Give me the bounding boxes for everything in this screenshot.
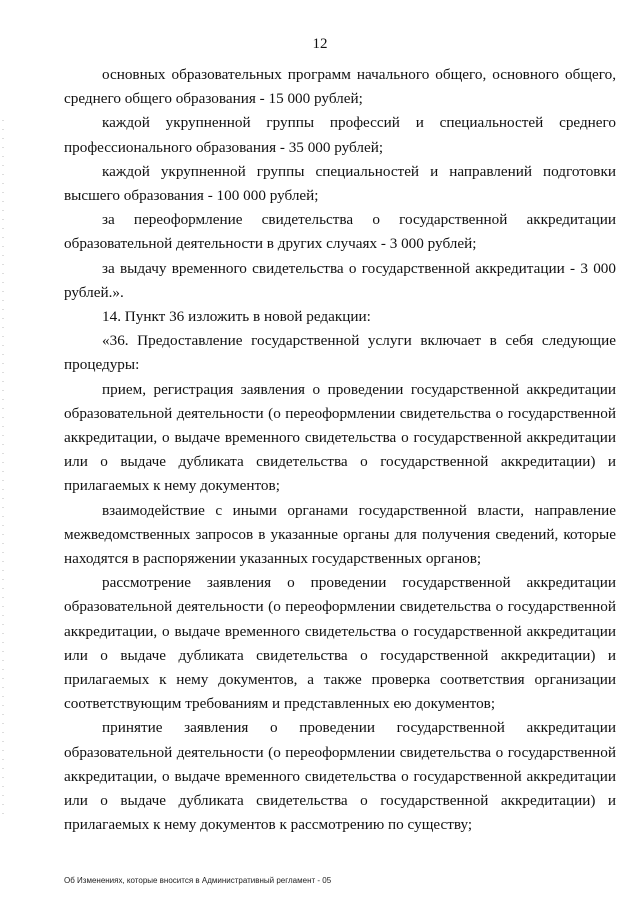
paragraph: основных образовательных программ начального общего, основного общего, среднего общего образования - 15 000 рублей; [64, 66, 616, 108]
scan-edge-marks [2, 120, 4, 820]
paragraph: принятие заявления о проведении государственной аккредитации образовательной деятельности (о переоформлении свидетельства о государственной аккредитации, о выдаче временного свидетельства о государственной аккредитации или о выдаче дубликата свидетельства о государственной аккредитации) и прилагаемых к нему документов к рассмотрению по существу; [64, 719, 616, 834]
paragraph: за переоформление свидетельства о государственной аккредитации образовательной деятельности в других случаях - 3 000 рублей; [64, 211, 616, 253]
footer-note: Об Изменениях, которые вносится в Административный регламент - 05 [64, 876, 332, 885]
paragraph: 14. Пункт 36 изложить в новой редакции: [102, 308, 371, 326]
page-number: 12 [312, 36, 328, 52]
paragraph: рассмотрение заявления о проведении государственной аккредитации образовательной деятельности (о переоформлении свидетельства о государственной аккредитации, о выдаче временного свидетельства о государственной аккредитации или о выдаче дубликата свидетельства о государственной аккредитации) и прилагаемых к нему документов, а также проверка соответствия организации соответствующим требованиям и представленных ею документов; [64, 574, 616, 713]
paragraph: взаимодействие с иными органами государственной власти, направление межведомственных запросов в указанные органы для получения сведений, которые находятся в распоряжении указанных государственных органов; [64, 501, 616, 568]
paragraph: прием, регистрация заявления о проведении государственной аккредитации образовательной деятельности (о переоформлении свидетельства о государственной аккредитации, о выдаче временного свидетельства о государственной аккредитации или о выдаче дубликата свидетельства о государственной аккредитации) и прилагаемых к нему документов; [64, 380, 616, 495]
paragraph: «36. Предоставление государственной услуги включает в себя следующие процедуры: [64, 332, 616, 374]
paragraph: каждой укрупненной группы профессий и специальностей среднего профессионального образования - 35 000 рублей; [64, 114, 616, 156]
paragraph: каждой укрупненной группы специальностей и направлений подготовки высшего образования - 100 000 рублей; [64, 162, 616, 205]
paragraph: за выдачу временного свидетельства о государственной аккредитации - 3 000 рублей.». [64, 259, 616, 301]
document-body [64, 63, 616, 838]
